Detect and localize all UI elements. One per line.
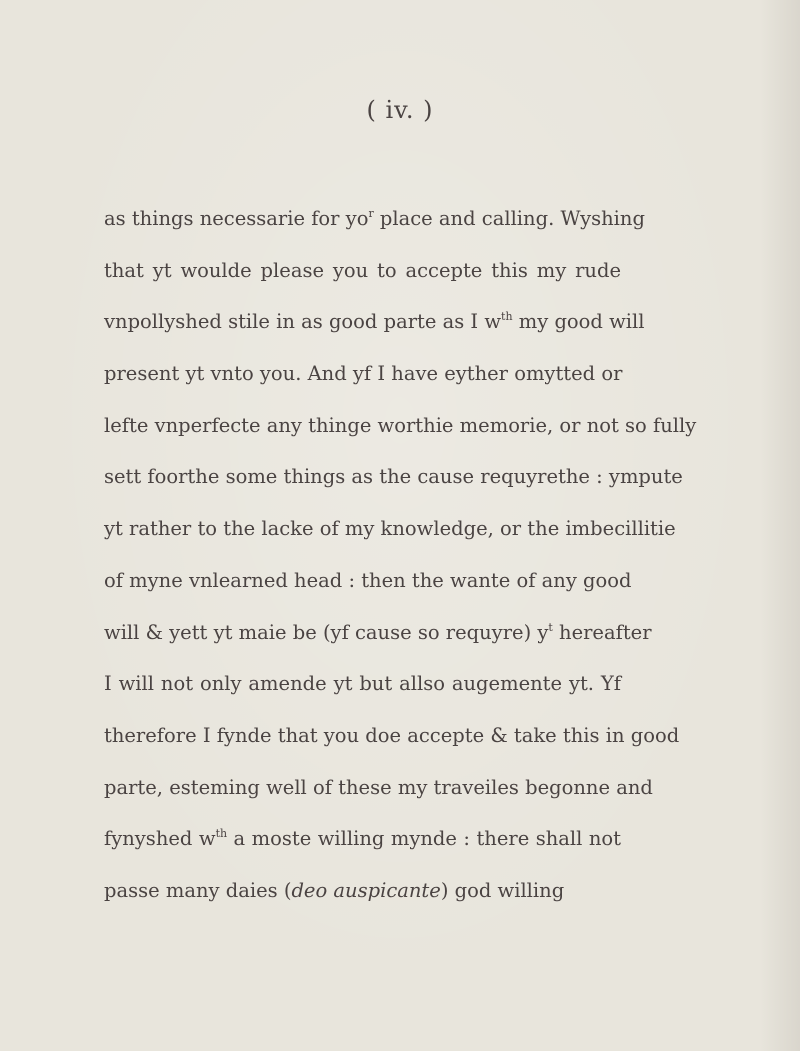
text-line: parte, esteming well of these my traveiles begonne and bbox=[104, 775, 653, 799]
text-line: present yt vnto you. And yf I have eyther omytted or bbox=[104, 362, 623, 386]
page-number: ( iv. ) bbox=[366, 96, 434, 124]
text-line: will & yett yt maie be (yf cause so requyre) $y^t$ hereafter bbox=[104, 620, 652, 644]
text-line: therefore I fynde that you doe accepte & take this in good bbox=[104, 723, 680, 747]
text-line: that yt woulde please you to accepte this my rude bbox=[104, 258, 621, 282]
text-line: fynyshed $w^{th}$ a moste willing mynde : there shall not bbox=[104, 827, 621, 851]
text-line: I will not only amende yt but allso augemente yt. Yf bbox=[104, 672, 621, 696]
body-text bbox=[104, 193, 697, 917]
text-line: as things necessarie for $yo^r$ place and calling. Wyshing bbox=[104, 207, 645, 230]
text-line: lefte vnperfecte any thinge worthie memorie, or not so fully bbox=[104, 413, 697, 437]
text-line: yt rather to the lacke of my knowledge, or the imbecillitie bbox=[104, 517, 676, 541]
text-line: passe many daies (deo auspicante) god willing bbox=[104, 878, 565, 902]
text-line: of myne vnlearned head : then the wante of any good bbox=[104, 568, 632, 592]
text-line: vnpollyshed stile in as good parte as I $w^{th}$ my good will bbox=[104, 310, 645, 334]
text-line: sett foorthe some things as the cause requyrethe : ympute bbox=[104, 465, 683, 489]
